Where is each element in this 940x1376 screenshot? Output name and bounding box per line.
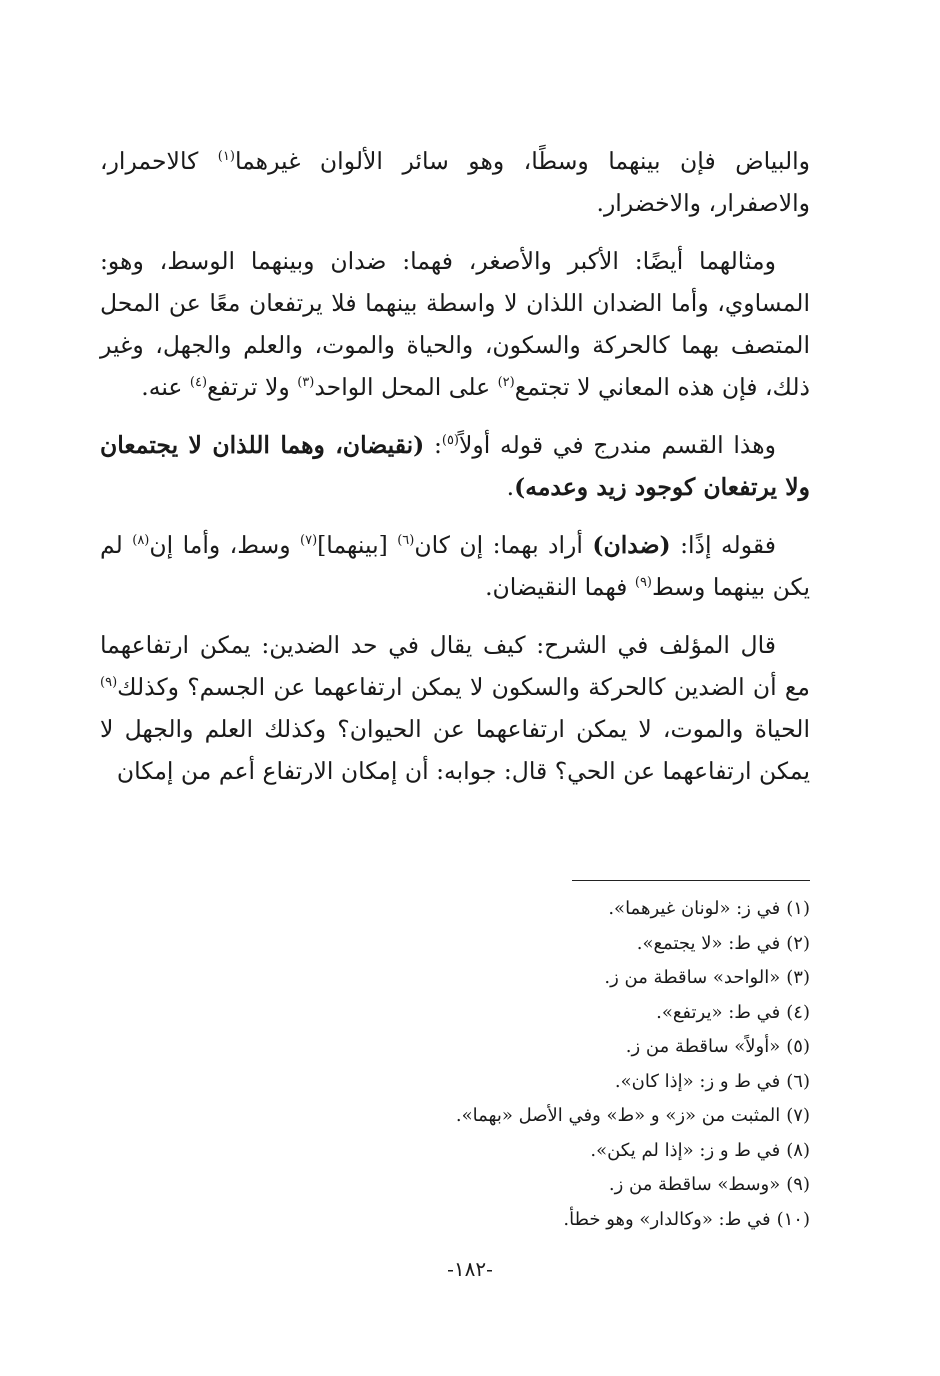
text-run: على المحل الواحد [314, 373, 498, 401]
text-run: فهما النقيضان. [485, 573, 635, 601]
footnote-text: في ط: «لا يجتمع». [636, 932, 781, 954]
footnote-text: «أولاً» ساقطة من ز. [625, 1036, 781, 1057]
footnote-item [100, 996, 810, 1031]
footnote-ref[interactable]: (٤) [189, 375, 208, 391]
text-run: . [506, 473, 515, 501]
footnote-item [100, 1168, 810, 1203]
text-run: كالاحمرار، والاصفرار، والاخضرار. [100, 147, 810, 217]
paragraph-1 [100, 140, 810, 224]
footnote-item [100, 1030, 810, 1065]
text-run: ولا ترتفع [207, 373, 298, 401]
paragraph-3 [100, 424, 810, 508]
footnote-ref[interactable]: (٩) [100, 675, 118, 691]
text-run: وسط، وأما إن [149, 531, 300, 559]
text-run: وهذا القسم مندرج في قوله أولاً [459, 431, 776, 459]
footnote-text: «وسط» ساقطة من ز. [608, 1174, 781, 1195]
footnote-number: (٣) [786, 967, 810, 988]
text-run: فقوله إذًا: [670, 531, 776, 559]
paragraph-4 [100, 524, 810, 608]
footnote-number: (٩) [786, 1174, 810, 1195]
paragraph-5 [100, 624, 810, 792]
footnote-item [100, 892, 810, 927]
footnote-item [100, 1203, 810, 1238]
text-run: قال المؤلف في الشرح: كيف يقال في حد الضدين: يمكن ارتفاعهما مع أن الضدين كالحركة والسكون لا يمكن ارتفاعهما عن الجسم؟ وكذلك [100, 631, 810, 701]
footnote-ref[interactable]: (١) [217, 149, 235, 165]
footnote-number: (٤) [786, 1001, 810, 1023]
text-run: عنه. [141, 373, 190, 401]
text-run: والبياض فإن بينهما وسطًا، وهو سائر الألوان غيرهما [234, 147, 810, 175]
footnotes [100, 892, 810, 1237]
footnote-text: في ط و ز: «إذا لم يكن». [590, 1139, 781, 1161]
footnote-text: في ط و ز: «إذا كان». [614, 1070, 781, 1092]
footnote-divider [572, 880, 810, 881]
footnote-item [100, 1065, 810, 1100]
footnote-ref[interactable]: (٨) [132, 533, 150, 549]
footnote-text: المثبت من «ز» و «ط» وفي الأصل «بهما». [455, 1105, 781, 1126]
footnote-ref[interactable]: (٩) [634, 575, 652, 591]
footnote-ref[interactable]: (٧) [300, 533, 318, 549]
page-number: -١٨٢- [447, 1257, 493, 1281]
text-run: [بينهما] [317, 531, 398, 559]
footnote-ref[interactable]: (٣) [297, 375, 315, 391]
footnote-ref[interactable]: (٢) [497, 375, 515, 391]
text-run: الحياة والموت، لا يمكن ارتفاعهما عن الحيوان؟ وكذلك العلم والجهل لا يمكن ارتفاعهما عن الحي؟ قال: جوابه: أن إمكان الارتفاع أعم من إمكان [100, 715, 810, 785]
main-text [100, 140, 810, 1230]
footnote-ref[interactable]: (٥) [441, 433, 459, 449]
quoted-matn: (نقيضان، وهما اللذان لا يجتمعان ولا يرتفعان كوجود زيد وعدمه) [100, 431, 810, 501]
text-run: : [424, 431, 442, 459]
footnote-number: (٢) [786, 932, 810, 954]
footnote-number: (٨) [786, 1139, 810, 1161]
text-run: لم يكن بينهما وسط [100, 531, 810, 601]
footnote-text: «الواحد» ساقطة من ز. [604, 967, 781, 988]
footnote-number: (١) [786, 898, 810, 919]
footnote-item [100, 1099, 810, 1134]
text-run: أراد بهما: إن كان [414, 531, 593, 559]
footnote-item [100, 927, 810, 962]
footnote-ref[interactable]: (٦) [397, 533, 415, 549]
footnote-text: في ط: «وكالدار» وهو خطأ. [563, 1208, 771, 1230]
footnote-number: (٥) [786, 1036, 810, 1057]
footnote-number: (٧) [786, 1105, 810, 1126]
footnote-number: (٦) [786, 1070, 810, 1092]
footnote-number: (١٠) [776, 1208, 810, 1230]
footnote-item [100, 961, 810, 996]
paragraph-2 [100, 240, 810, 408]
text-run: ومثالهما أيضًا: الأكبر والأصغر، فهما: ضدان وبينهما الوسط، وهو: المساوي، وأما الضدان اللذان لا واسطة بينهما فلا يرتفعان معًا عن المحل المتصف بهما كالحركة والسكون، والحياة والموت، والعلم والجهل، وغير ذلك، فإن هذه المعاني لا تجتمع [100, 247, 810, 401]
footnote-item [100, 1134, 810, 1169]
footnote-text: في ط: «يرتفع». [656, 1001, 781, 1023]
footnote-text: في ز: «لونان غيرهما». [608, 898, 781, 919]
quoted-matn: (ضدان) [592, 531, 671, 559]
